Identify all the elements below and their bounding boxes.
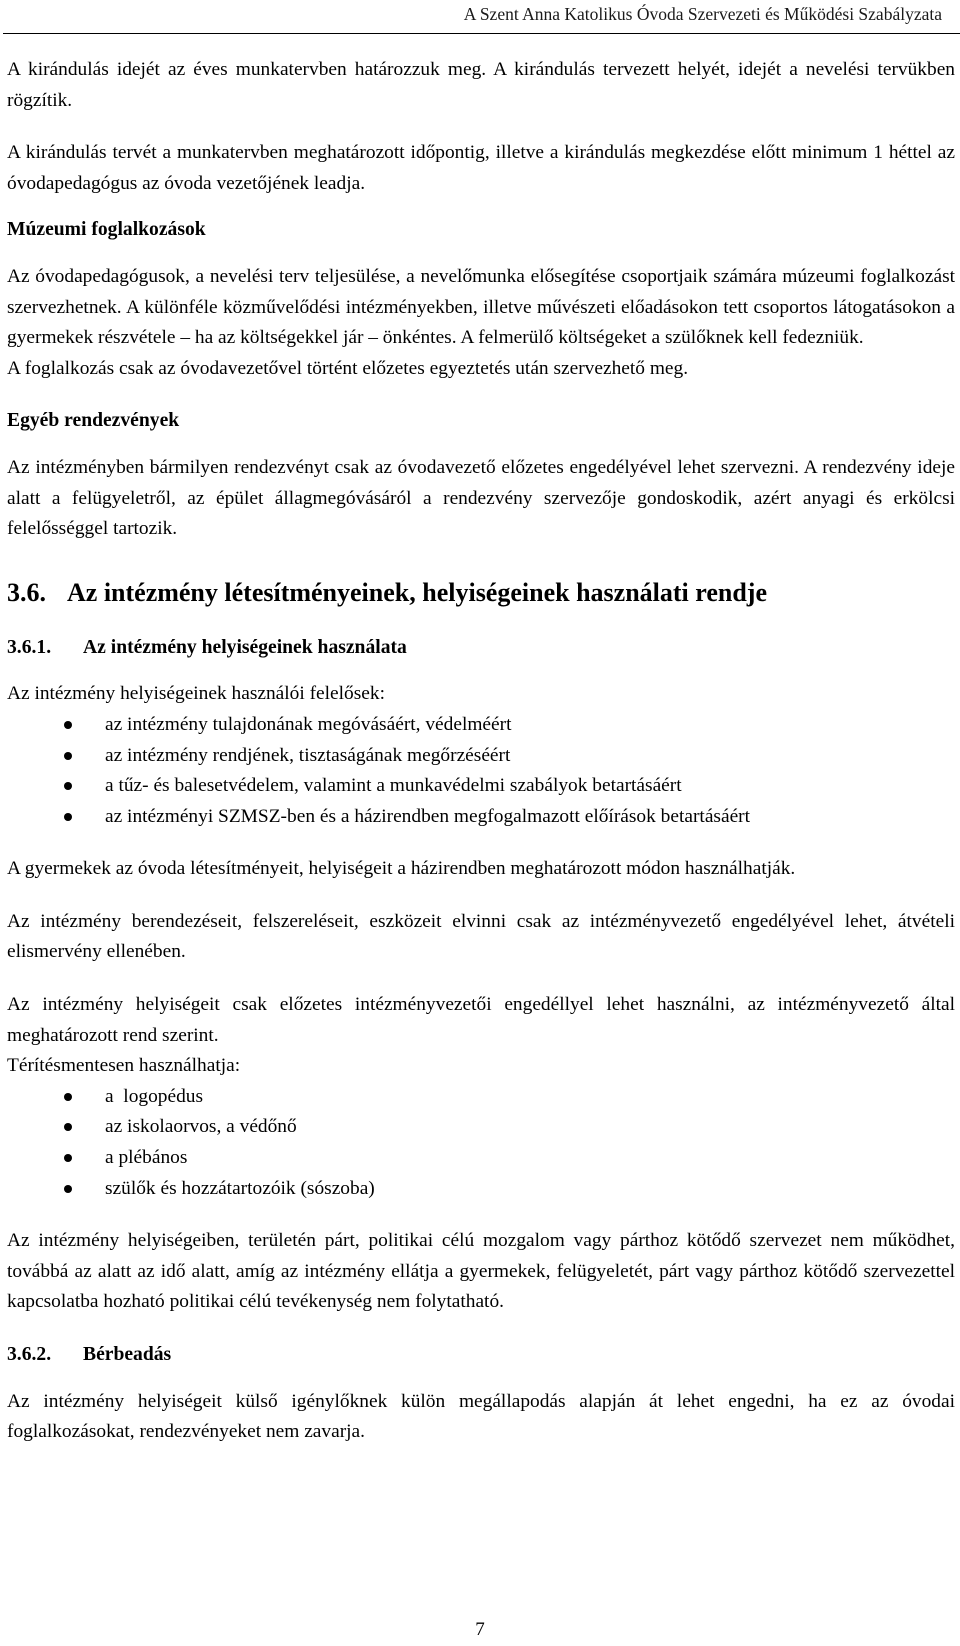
paragraph-room-permission: Az intézmény helyiségeit csak előzetes intézményvezetői engedéllyel lehet használni, az intézményvezető által meghatározott rend szerint. — [7, 994, 955, 1046]
header-divider — [3, 33, 960, 34]
subsection-number: 3.6.2. — [7, 1344, 52, 1365]
bullet-icon — [64, 782, 72, 790]
section-title: Az intézmény létesítményeinek, helyiségeinek használati rendje — [67, 577, 767, 607]
paragraph-political-ban: Az intézmény helyiségeiben, területén párt, politikai célú mozgalom vagy párthoz kötődő szervezet nem működhet, továbbá az alatt az idő alatt, amíg az intézmény ellátja a gyermekek, felügyeletét, párt vagy párthoz kötődő szervezettel kapcsolatba hozható politikai célú tevékenység nem folytatható. — [7, 1230, 955, 1313]
bullet-icon — [64, 1093, 72, 1101]
list-item: a plébános — [7, 1143, 955, 1174]
bullet-icon — [64, 1185, 72, 1193]
paragraph-excursion-plan: A kirándulás tervét a munkatervben meghatározott időpontig, illetve a kirándulás megkezdése előtt minimum 1 héttel az óvodapedagógus az óvoda vezetőjének leadja. — [7, 142, 955, 194]
subsection-title: Az intézmény helyiségeinek használata — [83, 636, 407, 658]
subsection-title: Bérbeadás — [83, 1344, 172, 1365]
bullet-icon — [64, 721, 72, 729]
paragraph-children-use: A gyermekek az óvoda létesítményeit, helyiségeit a házirendben meghatározott módon használhatják. — [7, 858, 796, 880]
section-heading-3-6 — [7, 575, 955, 611]
list-item: a tűz- és balesetvédelem, valamint a munkavédelmi szabályok betartásáért — [7, 771, 955, 802]
paragraph-responsible-users: Az intézmény helyiségeinek használói felelősek: — [7, 683, 385, 705]
running-header: A Szent Anna Katolikus Óvoda Szervezeti és Működési Szabályzata — [463, 4, 942, 24]
paragraph-free-use: Térítésmentesen használhatja: — [7, 1055, 241, 1077]
subsection-number: 3.6.1. — [7, 636, 52, 658]
heading-museum-activities: Múzeumi foglalkozások — [7, 219, 206, 241]
list-item: az intézmény rendjének, tisztaságának megőrzéséért — [7, 741, 955, 772]
responsibilities-list — [7, 710, 955, 832]
list-item: a logopédus — [7, 1082, 955, 1113]
bullet-icon — [64, 813, 72, 821]
paragraph-excursion-time: A kirándulás idejét az éves munkatervben határozzuk meg. A kirándulás tervezett helyét, idejét a nevelési tervükben rögzítik. — [7, 59, 955, 111]
list-item: szülők és hozzátartozóik (sószoba) — [7, 1174, 955, 1205]
bullet-icon — [64, 1154, 72, 1162]
paragraph-museum-approval: A foglalkozás csak az óvodavezetővel történt előzetes egyeztetés után szervezhető meg. — [7, 357, 689, 379]
bullet-icon — [64, 1123, 72, 1131]
list-item: az iskolaorvos, a védőnő — [7, 1112, 955, 1143]
paragraph-other-events: Az intézményben bármilyen rendezvényt csak az óvodavezető előzetes engedélyével lehet szervezni. A rendezvény ideje alatt a felügyeletről, az épület állagmegóvásáról a rendezvény szervezője gondoskodik, azért anyagi és erkölcsi felelősséggel tartozik. — [7, 456, 955, 540]
document-body — [7, 55, 955, 1448]
paragraph-museum-activities: Az óvodapedagógusok, a nevelési terv teljesülése, a nevelőmunka elősegítése csoportjaik számára múzeumi foglalkozást szervezhetnek. A különféle közművelődési intézményekben, illetve művészeti előadásokon tett csoportos látogatásokon a gyermekek részvétele – ha az költségekkel jár – önkéntes. A felmerülő költségeket a szülőknek kell fedezniük. — [7, 265, 955, 349]
page-number: 7 — [475, 1619, 485, 1640]
paragraph-rental: Az intézmény helyiségeit külső igénylőknek külön megállapodás alapján át lehet engedni, ha ez az óvodai foglalkozásokat, rendezvényeket nem zavarja. — [7, 1390, 955, 1443]
section-number: 3.6. — [7, 577, 46, 607]
heading-other-events: Egyéb rendezvények — [7, 410, 180, 432]
section-heading-3-6-2 — [7, 1340, 955, 1371]
list-item: az intézmény tulajdonának megóvásáért, védelméért — [7, 710, 955, 741]
section-heading-3-6-1 — [7, 633, 955, 664]
bullet-icon — [64, 752, 72, 760]
list-item: az intézményi SZMSZ-ben és a házirendben megfogalmazott előírások betartásáért — [7, 802, 955, 833]
paragraph-equipment: Az intézmény berendezéseit, felszereléseit, eszközeit elvinni csak az intézményvezető engedélyével lehet, átvételi elismervény ellenében. — [7, 910, 955, 963]
free-users-list — [7, 1082, 955, 1204]
